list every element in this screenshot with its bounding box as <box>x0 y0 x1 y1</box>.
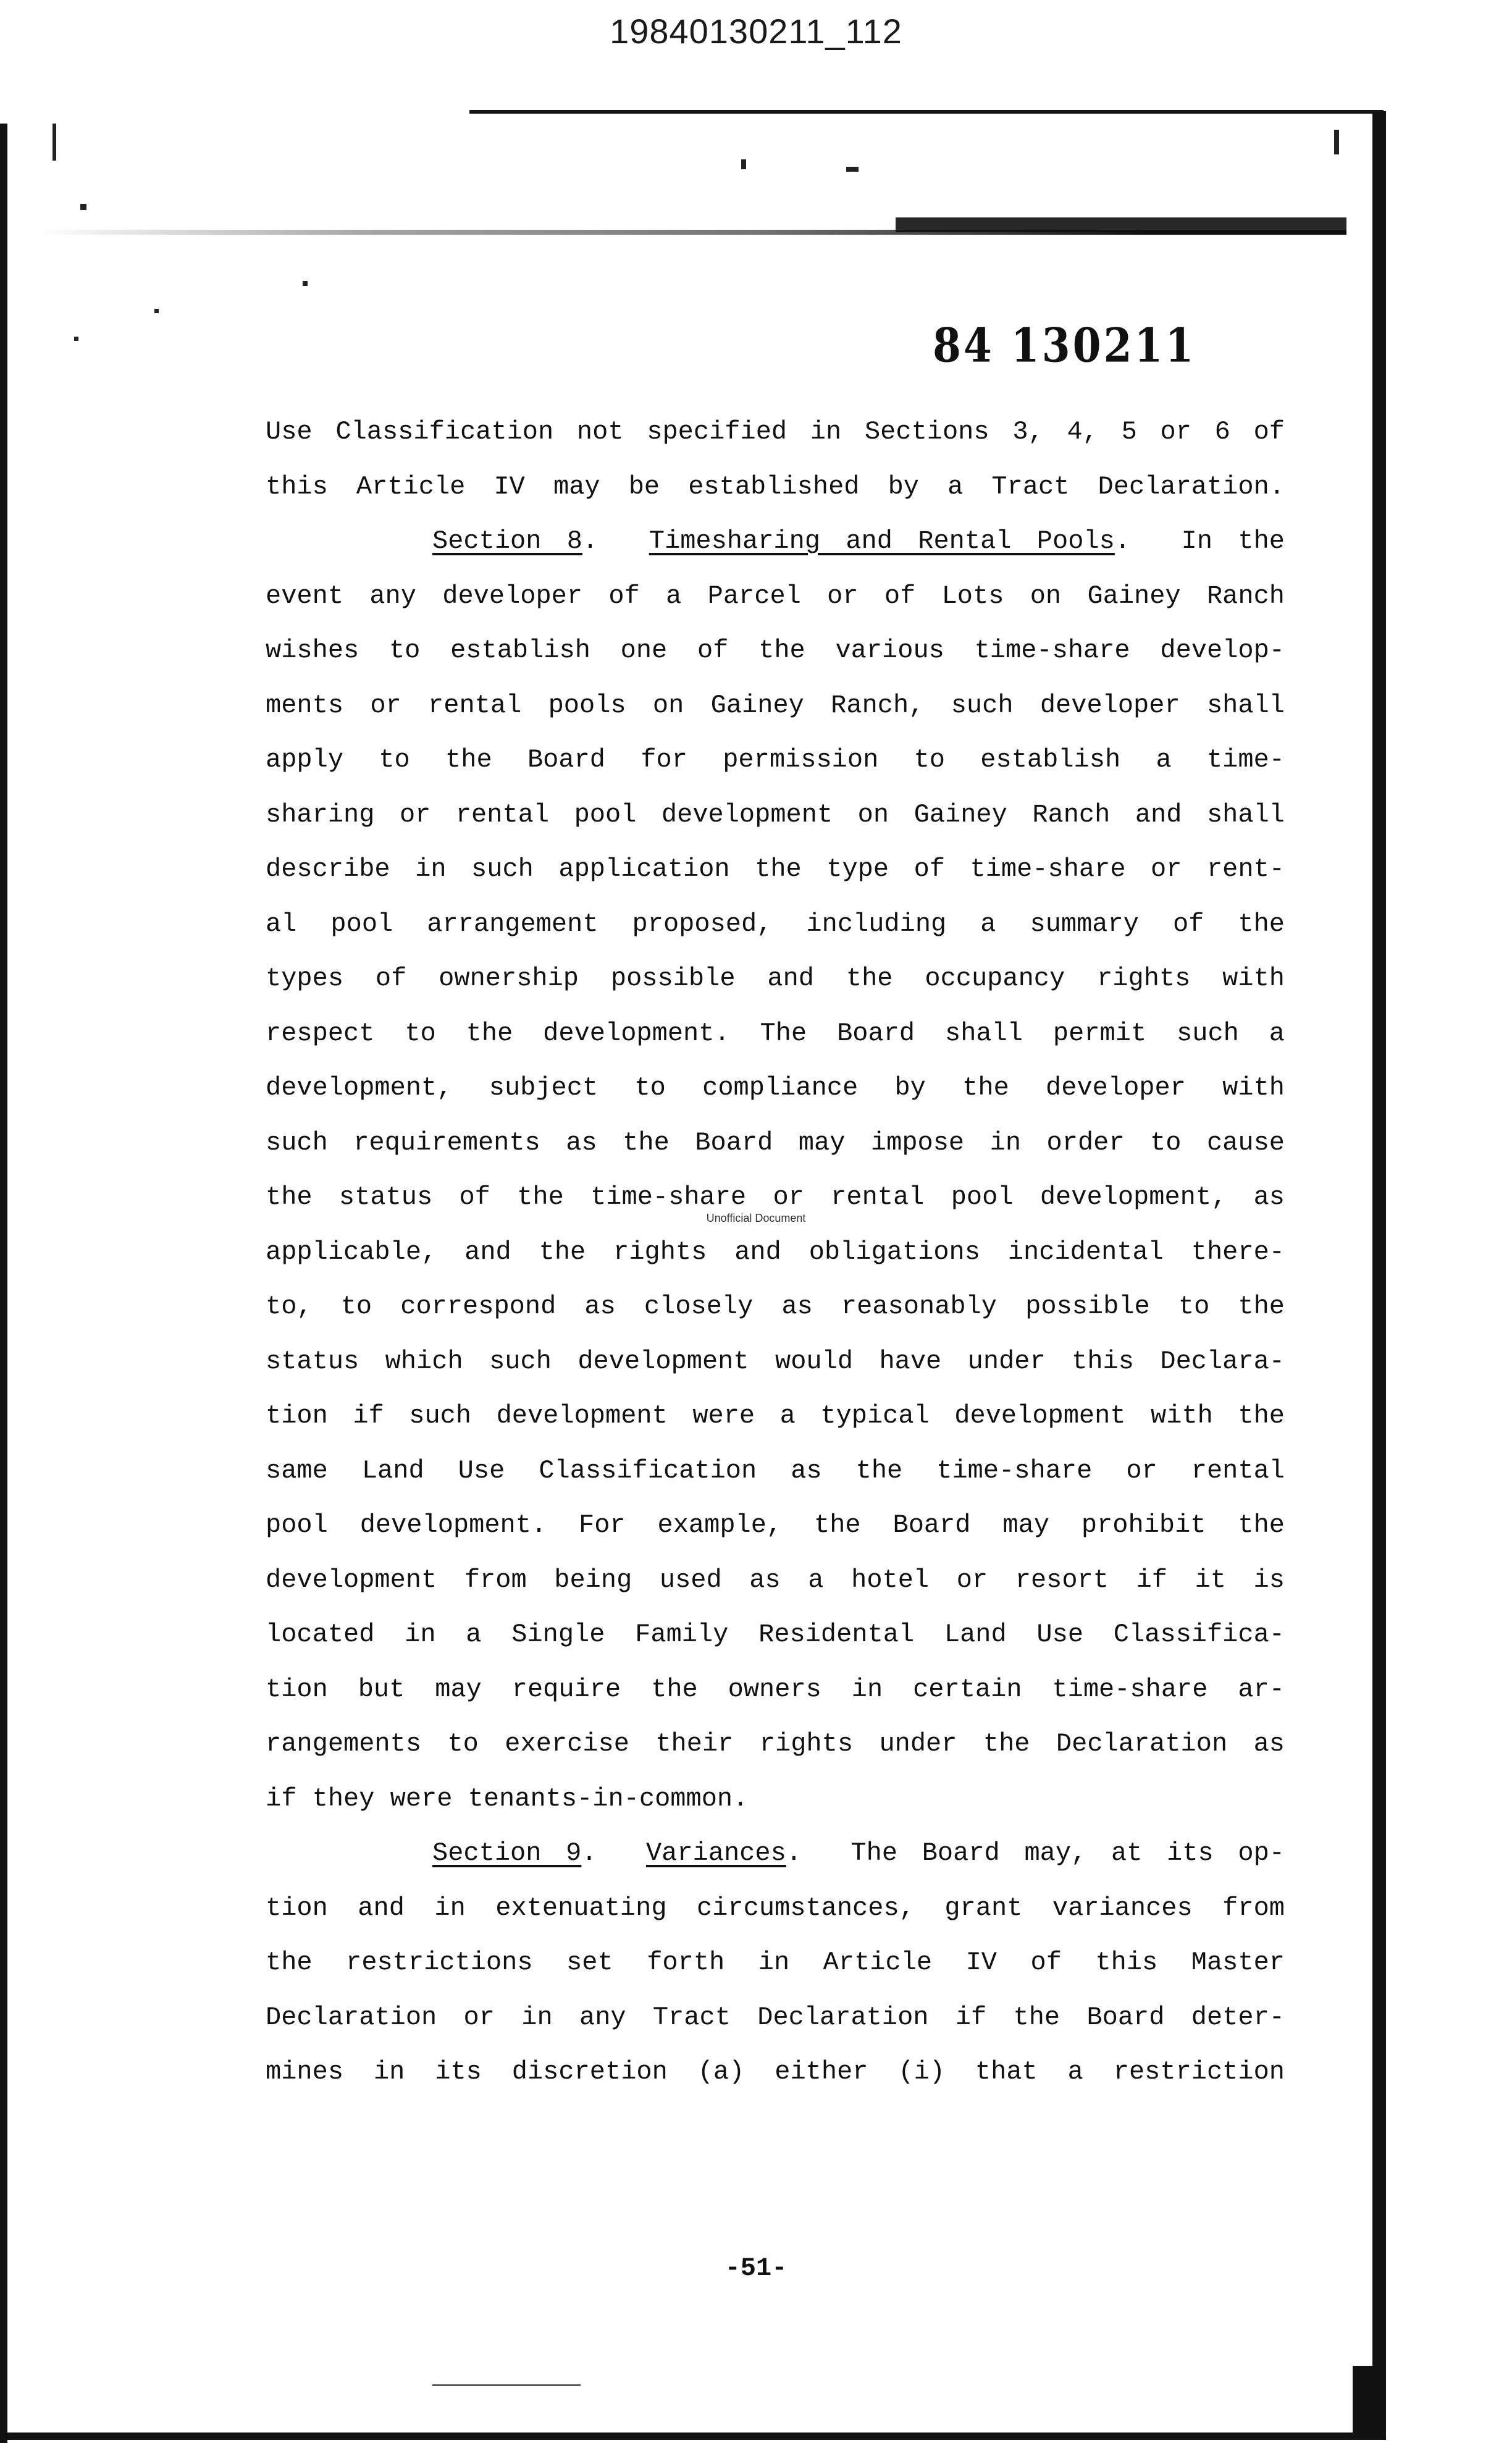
page-number: -51- <box>724 2253 788 2283</box>
text-line: event any developer of a Parcel or of Lots on Gainey Ranch <box>266 581 1285 611</box>
text-line: status which such development would have under this Declara- <box>266 1346 1285 1376</box>
text-line: to, to correspond as closely as reasonably possible to the <box>266 1292 1285 1321</box>
section-9-lead: The Board may, at its op- <box>850 1838 1285 1868</box>
text-line: respect to the development. The Board shall permit such a <box>266 1018 1285 1048</box>
page-border-top <box>469 110 1384 114</box>
section-8-heading-line: Section 8. Timesharing and Rental Pools. In the <box>432 526 1285 556</box>
text-line: development from being used as a hotel or resort if it is <box>266 1565 1285 1595</box>
page-border-right <box>1372 111 1386 2434</box>
document-id: 19840130211_112 <box>610 12 902 51</box>
text-line: applicable, and the rights and obligations incidental there- <box>266 1237 1285 1267</box>
text-line: tion but may require the owners in certain time-share ar- <box>266 1674 1285 1704</box>
body-text <box>266 405 1285 2100</box>
text-line: rangements to exercise their rights under the Declaration as <box>266 1729 1285 1759</box>
text-line: same Land Use Classification as the time-share or rental <box>266 1455 1285 1486</box>
scan-speck <box>154 309 159 313</box>
scan-artifact-block <box>1353 2366 1372 2434</box>
text-line: mines in its discretion (a) either (i) that a restriction <box>266 2057 1285 2087</box>
recording-stamp: 84 130211 <box>933 317 1196 373</box>
text-line: pool development. For example, the Board may prohibit the <box>266 1510 1285 1540</box>
text-line: development, subject to compliance by the developer with <box>266 1073 1285 1103</box>
text-line: apply to the Board for permission to establish a time- <box>266 745 1285 775</box>
text-line: such requirements as the Board may impose in order to cause <box>266 1127 1285 1158</box>
text-line: describe in such application the type of time-share or rent- <box>266 854 1285 884</box>
text-line: tion if such development were a typical development with the <box>266 1401 1285 1431</box>
scan-speck <box>74 337 78 341</box>
section-9-title: Variances <box>645 1838 786 1868</box>
text-line: this Article IV may be established by a Tract Declaration. <box>266 471 1285 502</box>
text-line: Use Classification not specified in Sections 3, 4, 5 or 6 of <box>266 417 1285 447</box>
text-line: if they were tenants-in-common. <box>266 1783 749 1814</box>
scan-speck <box>52 124 56 161</box>
text-line: ments or rental pools on Gainey Ranch, such developer shall <box>266 690 1285 720</box>
text-line: al pool arrangement proposed, including a summary of the <box>266 909 1285 939</box>
section-9-heading-line: Section 9. Variances. The Board may, at its op- <box>432 1838 1285 1868</box>
page-border-left <box>0 124 7 2443</box>
page-border-bottom <box>7 2432 1386 2440</box>
scan-speck <box>846 167 859 172</box>
text-line: types of ownership possible and the occupancy rights with <box>266 964 1285 993</box>
scan-speck <box>303 281 308 286</box>
text-line: located in a Single Family Residental Land Use Classifica- <box>266 1620 1285 1649</box>
text-line: the status of the time-share or rental pool development, as <box>266 1182 1285 1212</box>
text-line: the restrictions set forth in Article IV of this Master <box>266 1948 1285 1977</box>
text-line: tion and in extenuating circumstances, grant variances from <box>266 1893 1285 1923</box>
section-9-number: Section 9 <box>432 1838 582 1868</box>
section-8-title: Timesharing and Rental Pools <box>649 526 1115 556</box>
scan-speck <box>1334 130 1339 154</box>
text-line: Declaration or in any Tract Declaration if the Board deter- <box>266 2002 1285 2032</box>
scan-speck <box>741 159 746 169</box>
text-line: sharing or rental pool development on Gainey Ranch and shall <box>266 799 1285 830</box>
scan-artifact-bar <box>896 217 1346 232</box>
scan-artifact-dash <box>432 2384 581 2386</box>
scan-speck <box>80 204 86 210</box>
text-line: wishes to establish one of the various time-share develop- <box>266 636 1285 665</box>
watermark: Unofficial Document <box>706 1212 806 1224</box>
section-8-number: Section 8 <box>432 526 582 556</box>
section-8-lead: In the <box>1181 526 1285 556</box>
